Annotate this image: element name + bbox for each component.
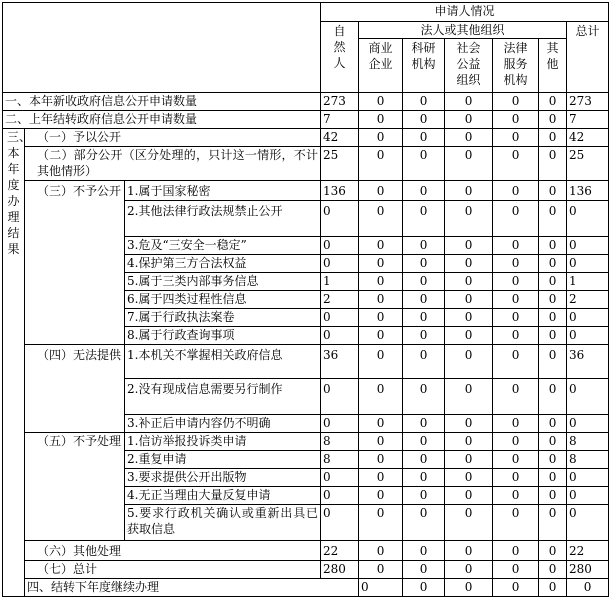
table-row [3, 561, 609, 579]
value-cell: 0 [359, 255, 403, 273]
value-cell: 0 [567, 505, 609, 541]
corner-cell [3, 3, 321, 93]
value-cell: 0 [359, 111, 403, 129]
value-cell: 0 [493, 561, 539, 579]
value-cell: 42 [567, 129, 609, 147]
value-cell: 0 [493, 345, 539, 379]
value-cell: 0 [359, 541, 403, 561]
government-information-disclosure-table [2, 2, 609, 597]
value-cell: 0 [445, 181, 493, 201]
table-row [3, 345, 609, 379]
category-label: （四）无法提供 [25, 345, 125, 433]
value-cell: 0 [567, 201, 609, 237]
value-cell: 0 [359, 181, 403, 201]
value-cell: 0 [359, 469, 403, 487]
value-cell: 0 [539, 129, 567, 147]
value-cell: 0 [539, 147, 567, 181]
value-cell: 0 [403, 147, 445, 181]
value-cell: 0 [539, 273, 567, 291]
row-label: （六）其他处理 [25, 541, 321, 561]
value-cell: 7 [567, 111, 609, 129]
value-cell: 0 [493, 433, 539, 451]
value-cell: 136 [321, 181, 359, 201]
value-cell: 0 [403, 579, 445, 597]
commercial-header: 商业企业 [359, 39, 403, 93]
value-cell: 0 [445, 433, 493, 451]
row-label: 1.属于国家秘密 [125, 181, 321, 201]
value-cell: 0 [539, 309, 567, 327]
value-cell: 0 [359, 327, 403, 345]
value-cell: 0 [445, 541, 493, 561]
value-cell: 0 [321, 415, 359, 433]
value-cell: 8 [321, 433, 359, 451]
table-row [3, 579, 609, 597]
value-cell: 0 [567, 327, 609, 345]
value-cell: 0 [403, 541, 445, 561]
value-cell: 2 [567, 291, 609, 309]
value-cell: 0 [445, 291, 493, 309]
value-cell: 0 [359, 451, 403, 469]
value-cell: 0 [539, 541, 567, 561]
value-cell: 0 [445, 255, 493, 273]
value-cell: 0 [539, 111, 567, 129]
value-cell: 136 [567, 181, 609, 201]
section-3-label [3, 129, 32, 597]
value-cell: 1 [567, 273, 609, 291]
row-label: 3.要求提供公开出版物 [125, 469, 321, 487]
value-cell: 0 [567, 237, 609, 255]
value-cell: 0 [445, 327, 493, 345]
value-cell: 0 [403, 181, 445, 201]
value-cell: 0 [493, 379, 539, 415]
value-cell: 0 [321, 327, 359, 345]
value-cell: 0 [539, 237, 567, 255]
value-cell: 0 [359, 345, 403, 379]
value-cell: 0 [403, 201, 445, 237]
row-label: 四、结转下年度继续办理 [25, 579, 359, 597]
value-cell: 0 [493, 309, 539, 327]
value-cell: 0 [493, 111, 539, 129]
value-cell: 0 [493, 451, 539, 469]
value-cell: 0 [539, 291, 567, 309]
value-cell: 0 [445, 237, 493, 255]
value-cell: 0 [567, 415, 609, 433]
value-cell: 0 [445, 201, 493, 237]
value-cell: 0 [403, 93, 445, 111]
value-cell: 2 [321, 291, 359, 309]
value-cell: 0 [403, 345, 445, 379]
value-cell: 0 [403, 415, 445, 433]
value-cell: 0 [493, 129, 539, 147]
value-cell: 0 [567, 255, 609, 273]
value-cell: 0 [445, 561, 493, 579]
row-label: （一）予以公开 [25, 129, 321, 147]
value-cell: 0 [539, 433, 567, 451]
value-cell: 0 [359, 291, 403, 309]
value-cell: 0 [445, 579, 493, 597]
value-cell: 0 [445, 379, 493, 415]
value-cell: 0 [403, 291, 445, 309]
value-cell: 0 [359, 505, 403, 541]
table-row [3, 93, 609, 111]
value-cell: 8 [321, 451, 359, 469]
row-label: 5.要求行政机关确认或重新出具已获取信息 [125, 505, 321, 541]
value-cell: 0 [321, 201, 359, 237]
value-cell: 0 [445, 93, 493, 111]
section-3-text: 三、本年度办理结果 [7, 130, 32, 256]
row-label: 2.其他法律行政法规禁止公开 [125, 201, 321, 237]
social-header: 社会公益组织 [445, 39, 493, 93]
value-cell: 0 [321, 487, 359, 505]
natural-person-header: 自然人 [321, 22, 359, 93]
other-header: 其他 [539, 39, 567, 93]
value-cell: 273 [321, 93, 359, 111]
row-label: 7.属于行政执法案卷 [125, 309, 321, 327]
value-cell: 0 [321, 505, 359, 541]
value-cell: 0 [539, 379, 567, 415]
value-cell: 0 [359, 237, 403, 255]
value-cell: 0 [445, 345, 493, 379]
row-label: 1.本机关不掌握相关政府信息 [125, 345, 321, 379]
value-cell: 0 [493, 415, 539, 433]
value-cell: 1 [321, 273, 359, 291]
value-cell: 0 [539, 327, 567, 345]
value-cell: 0 [493, 147, 539, 181]
value-cell: 0 [359, 147, 403, 181]
value-cell: 0 [493, 93, 539, 111]
value-cell: 0 [567, 309, 609, 327]
value-cell: 0 [539, 469, 567, 487]
value-cell: 0 [567, 469, 609, 487]
value-cell: 42 [321, 129, 359, 147]
value-cell: 0 [445, 273, 493, 291]
value-cell: 0 [539, 93, 567, 111]
value-cell: 0 [567, 579, 609, 597]
value-cell: 0 [445, 111, 493, 129]
value-cell: 280 [321, 561, 359, 579]
value-cell: 0 [359, 433, 403, 451]
value-cell: 0 [539, 415, 567, 433]
value-cell: 0 [539, 181, 567, 201]
value-cell: 0 [539, 451, 567, 469]
value-cell: 0 [403, 129, 445, 147]
value-cell: 0 [321, 469, 359, 487]
value-cell: 0 [359, 561, 403, 579]
legal-service-header: 法律服务机构 [493, 39, 539, 93]
value-cell: 0 [539, 255, 567, 273]
row-label: 一、本年新收政府信息公开申请数量 [3, 93, 321, 111]
value-cell: 0 [359, 379, 403, 415]
value-cell: 0 [359, 129, 403, 147]
value-cell: 0 [403, 309, 445, 327]
value-cell: 0 [403, 255, 445, 273]
value-cell: 0 [321, 309, 359, 327]
value-cell: 0 [359, 309, 403, 327]
value-cell: 25 [321, 147, 359, 181]
table-row [3, 129, 609, 147]
value-cell: 0 [539, 505, 567, 541]
row-label: 3.危及“三安全一稳定” [125, 237, 321, 255]
value-cell: 22 [567, 541, 609, 561]
value-cell: 0 [359, 273, 403, 291]
value-cell: 0 [539, 201, 567, 237]
value-cell: 0 [539, 487, 567, 505]
value-cell: 0 [321, 255, 359, 273]
value-cell: 8 [567, 451, 609, 469]
value-cell: 0 [321, 379, 359, 415]
value-cell: 0 [445, 129, 493, 147]
value-cell: 0 [359, 93, 403, 111]
value-cell: 0 [493, 487, 539, 505]
table-row [3, 541, 609, 561]
legal-group-header: 法人或其他组织 [359, 22, 567, 39]
value-cell: 25 [567, 147, 609, 181]
value-cell: 0 [493, 327, 539, 345]
table-row [3, 111, 609, 129]
value-cell: 0 [403, 379, 445, 415]
value-cell: 0 [539, 561, 567, 579]
row-label: 二、上年结转政府信息公开申请数量 [3, 111, 321, 129]
value-cell: 0 [493, 255, 539, 273]
table-row [3, 181, 609, 201]
row-label: 4.无正当理由大量反复申请 [125, 487, 321, 505]
value-cell: 0 [403, 237, 445, 255]
row-label: 6.属于四类过程性信息 [125, 291, 321, 309]
value-cell: 0 [445, 147, 493, 181]
value-cell: 0 [493, 579, 539, 597]
value-cell: 0 [445, 469, 493, 487]
row-label: 5.属于三类内部事务信息 [125, 273, 321, 291]
value-cell: 0 [493, 181, 539, 201]
value-cell: 0 [567, 379, 609, 415]
value-cell: 0 [493, 505, 539, 541]
value-cell: 36 [567, 345, 609, 379]
value-cell: 0 [445, 451, 493, 469]
value-cell: 0 [493, 201, 539, 237]
value-cell: 0 [493, 541, 539, 561]
value-cell: 0 [493, 291, 539, 309]
value-cell: 273 [567, 93, 609, 111]
value-cell: 0 [403, 327, 445, 345]
row-label: （七）总计 [25, 561, 321, 579]
row-label: 1.信访举报投诉类申请 [125, 433, 321, 451]
value-cell: 0 [539, 579, 567, 597]
row-label: 2.没有现成信息需要另行制作 [125, 379, 321, 415]
value-cell: 0 [403, 487, 445, 505]
value-cell: 0 [445, 415, 493, 433]
table-row [3, 147, 609, 181]
row-label: 2.重复申请 [125, 451, 321, 469]
value-cell: 0 [403, 561, 445, 579]
value-cell: 0 [359, 415, 403, 433]
value-cell: 0 [321, 237, 359, 255]
value-cell: 0 [445, 309, 493, 327]
value-cell: 0 [493, 237, 539, 255]
research-header: 科研机构 [403, 39, 445, 93]
value-cell: 8 [567, 433, 609, 451]
value-cell: 0 [403, 505, 445, 541]
table-row [3, 433, 609, 451]
row-label: 4.保护第三方合法权益 [125, 255, 321, 273]
value-cell: 0 [359, 487, 403, 505]
applicant-info-header: 申请人情况 [321, 3, 609, 22]
value-cell: 0 [359, 201, 403, 237]
value-cell: 0 [403, 273, 445, 291]
value-cell: 22 [321, 541, 359, 561]
value-cell: 0 [567, 487, 609, 505]
value-cell: 0 [445, 487, 493, 505]
value-cell: 0 [403, 111, 445, 129]
value-cell: 0 [493, 469, 539, 487]
row-label: 3.补正后申请内容仍不明确 [125, 415, 321, 433]
total-header: 总计 [567, 22, 609, 93]
category-label: （三）不予公开 [25, 181, 125, 345]
value-cell: 0 [539, 345, 567, 379]
row-label: （二）部分公开（区分处理的，只计这一情形，不计其他情形） [25, 147, 321, 181]
row-label: 8.属于行政查询事项 [125, 327, 321, 345]
value-cell: 36 [321, 345, 359, 379]
value-cell: 280 [567, 561, 609, 579]
value-cell: 0 [359, 579, 403, 597]
value-cell: 7 [321, 111, 359, 129]
value-cell: 0 [403, 433, 445, 451]
value-cell: 0 [403, 451, 445, 469]
value-cell: 0 [445, 505, 493, 541]
category-label: （五）不予处理 [25, 433, 125, 541]
value-cell: 0 [403, 469, 445, 487]
value-cell: 0 [493, 273, 539, 291]
